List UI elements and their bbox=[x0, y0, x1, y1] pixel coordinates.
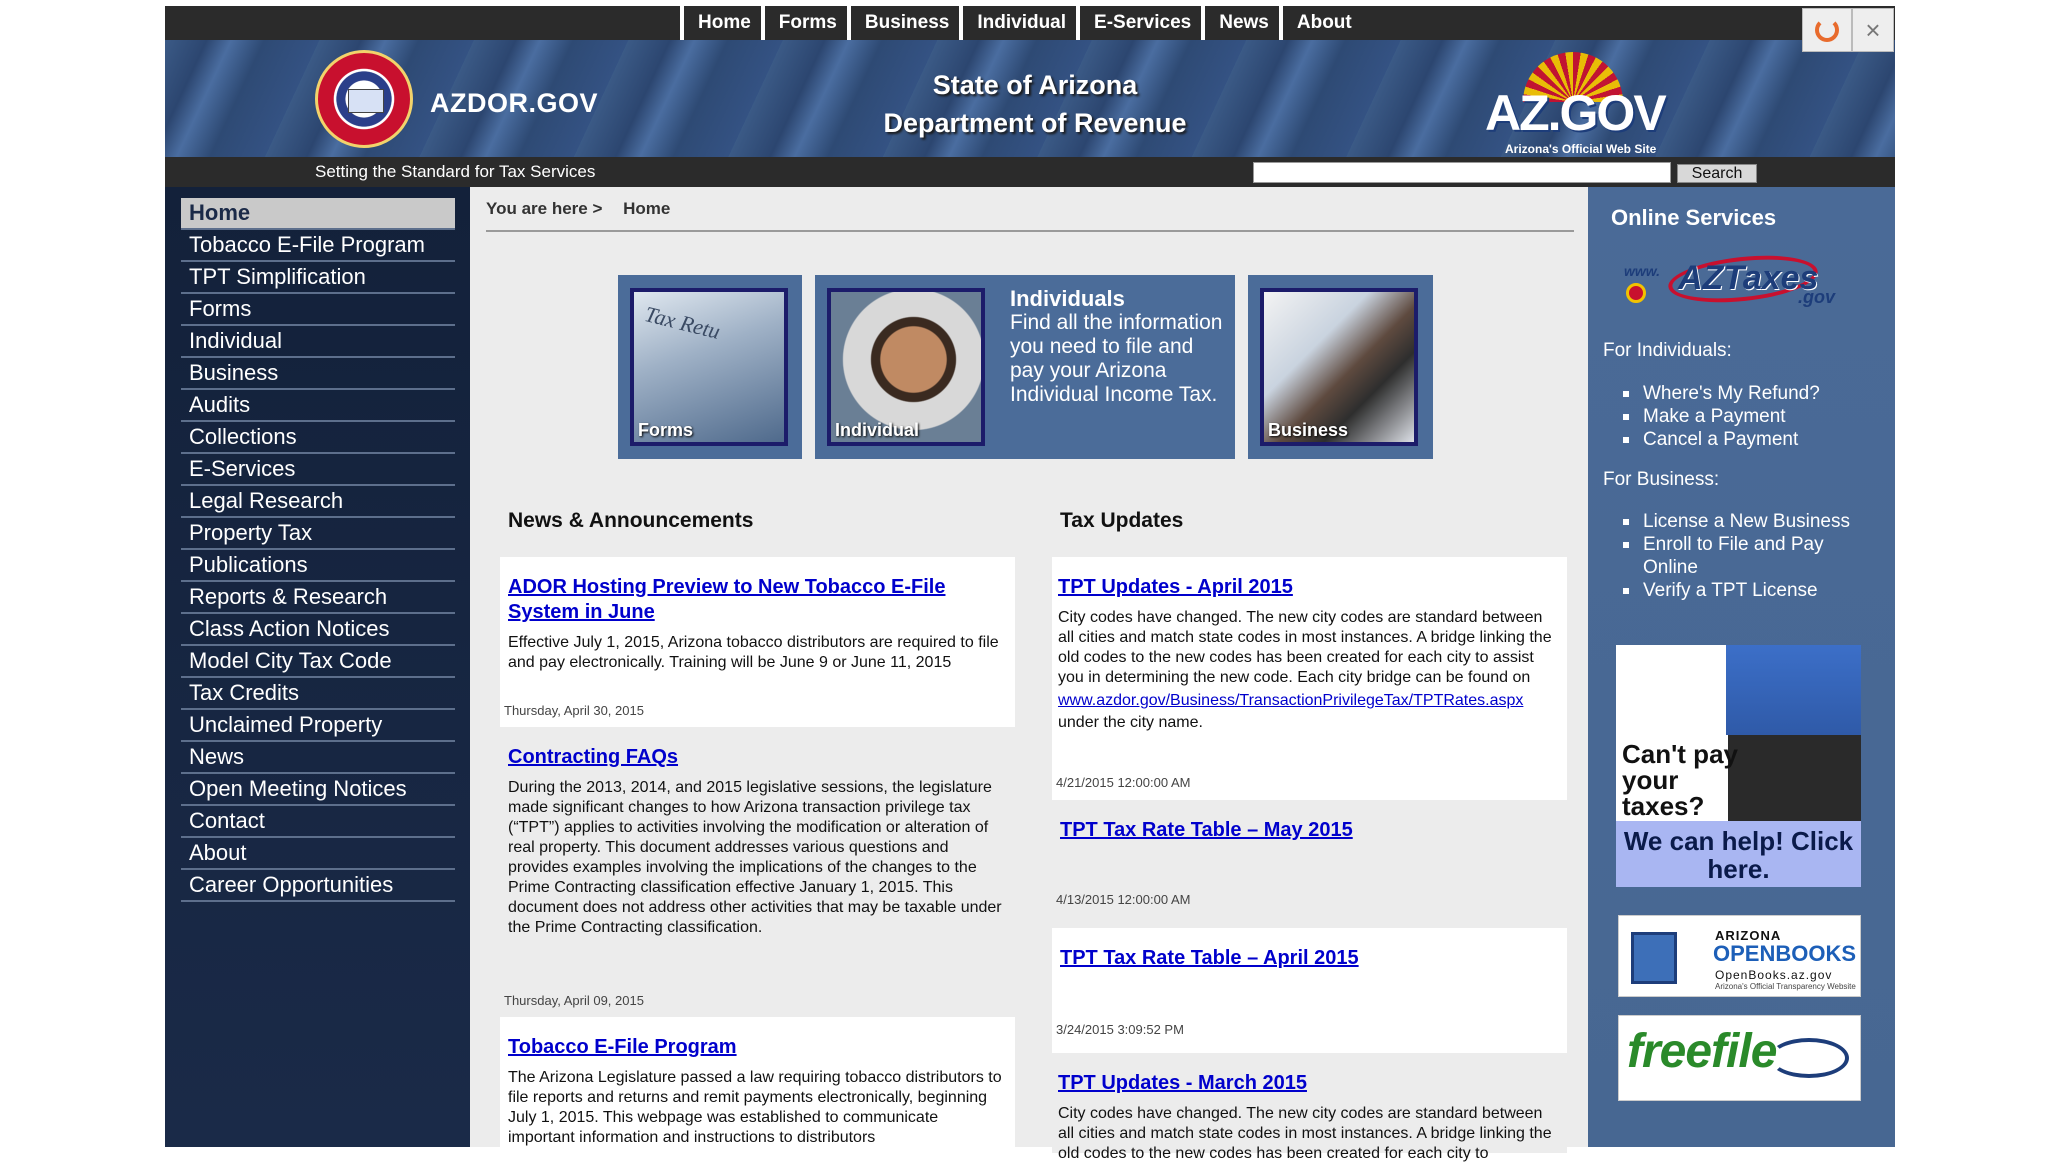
breadcrumb-prefix: You are here > bbox=[486, 199, 603, 218]
sidebar-item-home[interactable]: Home bbox=[181, 198, 455, 230]
business-services-list bbox=[1643, 510, 1883, 602]
topnav-news[interactable]: News bbox=[1201, 6, 1279, 40]
azgov-logo[interactable] bbox=[1483, 52, 1673, 156]
help-banner-cta: We can help! Click here. bbox=[1616, 821, 1861, 887]
sidebar-item-reports-research[interactable]: Reports & Research bbox=[181, 582, 455, 614]
close-icon[interactable]: × bbox=[1852, 8, 1894, 52]
main-content bbox=[470, 187, 1588, 1162]
business-tile[interactable] bbox=[1248, 275, 1433, 459]
browser-page bbox=[165, 6, 1895, 1162]
where-is-my-refund-link[interactable]: Where's My Refund? bbox=[1643, 382, 1883, 405]
tax-update-item bbox=[1052, 800, 1567, 928]
sidebar-item-about[interactable]: About bbox=[181, 838, 455, 870]
individual-tile-caption: Individual bbox=[835, 420, 920, 440]
header-banner bbox=[165, 40, 1895, 157]
individual-tile[interactable] bbox=[815, 275, 1235, 459]
sidebar-item-legal-research[interactable]: Legal Research bbox=[181, 486, 455, 518]
tax-update-item bbox=[1052, 557, 1567, 800]
browser-extension-button[interactable] bbox=[1802, 8, 1852, 52]
sidebar-item-audits[interactable]: Audits bbox=[181, 390, 455, 422]
tax-update-text-after: under the city name. bbox=[1058, 714, 1203, 731]
online-services-heading: Online Services bbox=[1611, 205, 1777, 230]
sidebar-item-model-city-tax-code[interactable]: Model City Tax Code bbox=[181, 646, 455, 678]
news-item-body: During the 2013, 2014, and 2015 legislative sessions, the legislature made significant changes to how Arizona transaction privilege tax (“TPT”) applies to activities involving the modification or alteration of real property. This document addresses various questions and provides examples involving the implications of the changes to the Prime Contracting classification effective January 1, 2015. This document does not address other activities that may be taxable under the Prime Contracting classification. bbox=[508, 779, 1002, 936]
topnav-home[interactable]: Home bbox=[680, 6, 761, 40]
openbooks-top: ARIZONA bbox=[1715, 928, 1782, 943]
news-item bbox=[500, 557, 1015, 727]
utility-bar bbox=[165, 157, 1895, 187]
refresh-ring-icon bbox=[1815, 18, 1839, 42]
topnav-business[interactable]: Business bbox=[847, 6, 959, 40]
tax-update-link[interactable]: TPT Tax Rate Table – May 2015 bbox=[1060, 819, 1353, 841]
aztaxes-gov: .gov bbox=[1798, 287, 1836, 307]
right-sidebar bbox=[1588, 187, 1895, 1147]
sidebar-item-tax-credits[interactable]: Tax Credits bbox=[181, 678, 455, 710]
aztaxes-www: www. bbox=[1624, 263, 1661, 279]
enroll-file-pay-link[interactable]: Enroll to File and Pay Online bbox=[1643, 533, 1883, 579]
openbooks-title: OPENBOOKS bbox=[1713, 941, 1857, 966]
cancel-a-payment-link[interactable]: Cancel a Payment bbox=[1643, 428, 1883, 451]
news-item-link[interactable]: Tobacco E-File Program bbox=[508, 1036, 737, 1058]
aztaxes-logo[interactable] bbox=[1618, 249, 1836, 311]
breadcrumb bbox=[486, 199, 670, 219]
tax-update-link[interactable]: TPT Updates - April 2015 bbox=[1058, 576, 1293, 598]
tax-update-date: 3/24/2015 3:09:52 PM bbox=[1056, 1022, 1184, 1037]
tpt-rates-link[interactable]: www.azdor.gov/Business/TransactionPrivilegeTax/TPTRates.aspx bbox=[1058, 692, 1524, 709]
azgov-logo-text: AZ.GOV bbox=[1485, 85, 1665, 141]
search-input[interactable] bbox=[1253, 162, 1671, 183]
news-item-date: Thursday, April 09, 2015 bbox=[504, 993, 644, 1008]
business-tile-caption: Business bbox=[1268, 420, 1349, 440]
sidebar-item-property-tax[interactable]: Property Tax bbox=[181, 518, 455, 550]
individual-tile-blurb bbox=[1010, 287, 1225, 407]
for-business-label: For Business: bbox=[1603, 469, 1720, 490]
breadcrumb-divider bbox=[486, 230, 1574, 232]
license-new-business-link[interactable]: License a New Business bbox=[1643, 510, 1883, 533]
tagline: Setting the Standard for Tax Services bbox=[315, 162, 596, 181]
news-heading: News & Announcements bbox=[508, 509, 754, 532]
tax-update-body bbox=[1058, 608, 1559, 733]
sidebar-item-individual[interactable]: Individual bbox=[181, 326, 455, 358]
sidebar-item-collections[interactable]: Collections bbox=[181, 422, 455, 454]
news-item bbox=[500, 727, 1015, 1017]
help-banner-question: Can't pay your taxes? bbox=[1622, 739, 1738, 821]
news-item-body: The Arizona Legislature passed a law requiring tobacco distributors to file reports and returns and remit payments electronically, beginning July 1, 2015. This webpage was established to communicate important information and instructions to distributors bbox=[508, 1069, 1002, 1146]
azdor-logo[interactable]: AZDOR.GOV bbox=[430, 88, 599, 118]
pants-shape bbox=[1728, 735, 1861, 821]
make-a-payment-link[interactable]: Make a Payment bbox=[1643, 405, 1883, 428]
sidebar-item-contact[interactable]: Contact bbox=[181, 806, 455, 838]
sidebar-item-career-opportunities[interactable]: Career Opportunities bbox=[181, 870, 455, 902]
openbooks-banner[interactable] bbox=[1618, 915, 1861, 997]
site-title-line1: State of Arizona bbox=[932, 70, 1138, 100]
topnav-forms[interactable]: Forms bbox=[761, 6, 847, 40]
news-item-body: Effective July 1, 2015, Arizona tobacco distributors are required to file and pay electronically. Training will be June 9 or June 11, 2015 bbox=[508, 634, 999, 671]
news-item bbox=[500, 1017, 1015, 1157]
freefile-banner[interactable] bbox=[1618, 1015, 1861, 1101]
search-button[interactable]: Search bbox=[1677, 164, 1757, 183]
aztaxes-word: AZTaxes bbox=[1678, 259, 1819, 297]
forms-tile-scribble: Tax Retu bbox=[642, 301, 723, 344]
openbooks-subtitle: Arizona's Official Transparency Website bbox=[1715, 982, 1856, 991]
forms-tile[interactable] bbox=[618, 275, 802, 459]
news-item-link[interactable]: ADOR Hosting Preview to New Tobacco E-File System in June bbox=[508, 576, 946, 623]
tax-update-item bbox=[1052, 1053, 1567, 1162]
sidebar-item-tpt-simplification[interactable]: TPT Simplification bbox=[181, 262, 455, 294]
individual-tile-text: Find all the information you need to file and pay your Arizona Individual Income Tax. bbox=[1010, 311, 1223, 406]
sidebar-item-tobacco-e-file[interactable]: Tobacco E-File Program bbox=[181, 230, 455, 262]
tax-update-date: 4/21/2015 12:00:00 AM bbox=[1056, 775, 1191, 790]
tax-update-text: City codes have changed. The new city codes are standard between all cities and match state codes in most instances. A bridge linking the old codes to the new codes has been created for each city to assist you in determining the new code. Each city bridge can be found on bbox=[1058, 609, 1552, 686]
payment-help-banner[interactable] bbox=[1616, 645, 1861, 887]
topnav-about[interactable]: About bbox=[1279, 6, 1362, 40]
sidebar-item-class-action-notices[interactable]: Class Action Notices bbox=[181, 614, 455, 646]
left-sidebar bbox=[165, 187, 470, 1147]
sidebar-item-unclaimed-property[interactable]: Unclaimed Property bbox=[181, 710, 455, 742]
tax-updates-heading: Tax Updates bbox=[1060, 509, 1184, 532]
arizona-seal-icon bbox=[1626, 283, 1646, 303]
forms-tile-caption: Forms bbox=[638, 420, 694, 440]
openbooks-url: OpenBooks.az.gov bbox=[1715, 968, 1833, 982]
verify-tpt-license-link[interactable]: Verify a TPT License bbox=[1643, 579, 1883, 602]
sidebar-item-news[interactable]: News bbox=[181, 742, 455, 774]
tax-update-body: City codes have changed. The new city codes are standard between all cities and match state codes in most instances. A bridge linking the old codes to the new codes has been created for each city to bbox=[1058, 1105, 1552, 1162]
individual-services-list bbox=[1643, 382, 1883, 451]
shirt-shape bbox=[1726, 645, 1861, 735]
top-navigation bbox=[165, 6, 1895, 40]
sidebar-item-e-services[interactable]: E-Services bbox=[181, 454, 455, 486]
sidebar-item-forms[interactable]: Forms bbox=[181, 294, 455, 326]
freefile-logo-text: freefile bbox=[1627, 1025, 1777, 1078]
topnav-individual[interactable]: Individual bbox=[959, 6, 1076, 40]
tax-update-date: 4/13/2015 12:00:00 AM bbox=[1056, 892, 1191, 907]
book-icon bbox=[1631, 932, 1677, 984]
azgov-logo-subtitle: Arizona's Official Web Site bbox=[1505, 142, 1657, 156]
empty-pockets-image bbox=[1616, 645, 1861, 821]
news-item-link[interactable]: Contracting FAQs bbox=[508, 746, 679, 768]
individual-tile-title: Individuals bbox=[1010, 286, 1125, 311]
tax-update-link[interactable]: TPT Updates - March 2015 bbox=[1058, 1072, 1307, 1094]
tax-update-link[interactable]: TPT Tax Rate Table – April 2015 bbox=[1060, 947, 1359, 969]
news-item-date: Thursday, April 30, 2015 bbox=[504, 703, 644, 718]
swoosh-icon bbox=[1769, 1038, 1849, 1078]
site-title-line2: Department of Revenue bbox=[883, 108, 1187, 138]
sidebar-item-publications[interactable]: Publications bbox=[181, 550, 455, 582]
breadcrumb-current[interactable]: Home bbox=[623, 199, 671, 218]
sidebar-item-business[interactable]: Business bbox=[181, 358, 455, 390]
for-individuals-label: For Individuals: bbox=[1603, 340, 1732, 361]
topnav-e-services[interactable]: E-Services bbox=[1076, 6, 1201, 40]
tax-update-item bbox=[1052, 928, 1567, 1053]
sidebar-item-open-meeting-notices[interactable]: Open Meeting Notices bbox=[181, 774, 455, 806]
